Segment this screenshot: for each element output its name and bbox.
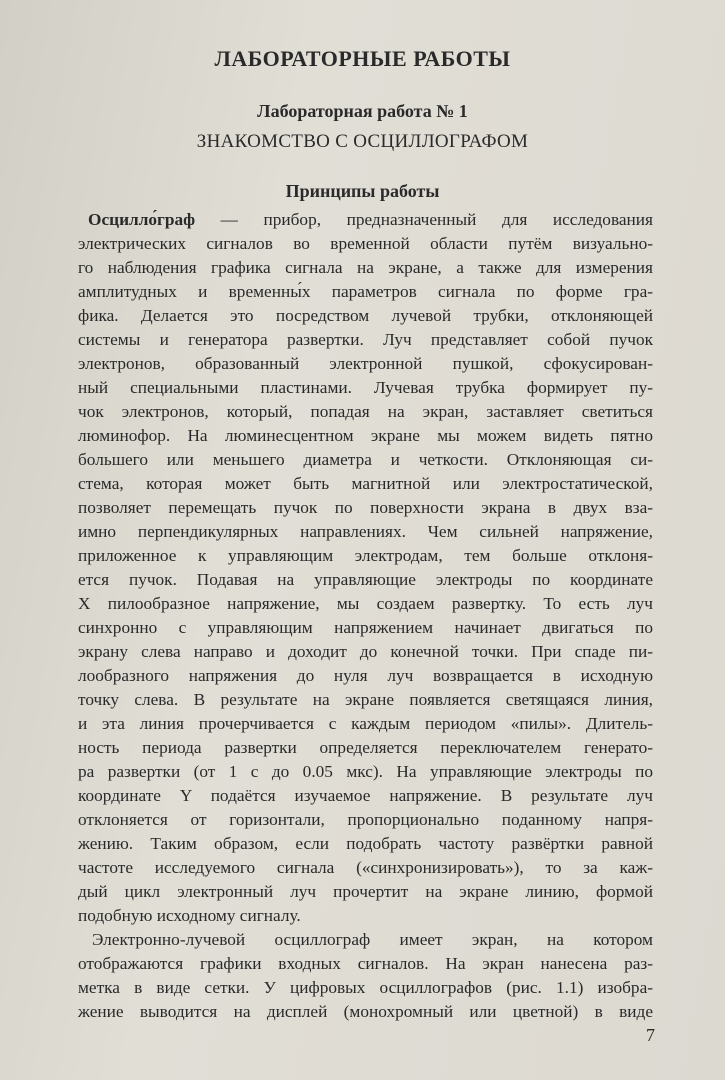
paragraph-line: и эта линия прочерчивается с каждым периодом «пилы». Длитель- — [78, 714, 653, 733]
paragraph-line: лообразного напряжения до нуля луч возвращается в исходную — [78, 666, 653, 685]
paragraph-line: электронов, образованный электронной пушкой, сфокусирован- — [78, 354, 653, 373]
paragraph-line: синхронно с управляющим напряжением начинает двигаться по — [78, 618, 653, 637]
paragraph-line: X пилообразное напряжение, мы создаем развертку. То есть луч — [78, 594, 653, 613]
paragraph-line — [78, 208, 653, 232]
paragraph-line: чок электронов, который, попадая на экран, заставляет светиться — [78, 402, 653, 421]
paragraph-line: экрану слева направо и доходит до конечной точки. При спаде пи- — [78, 642, 653, 661]
paragraph-line: ется пучок. Подавая на управляющие электроды по координате — [78, 570, 653, 589]
paragraph-line: ность периода развертки определяется переключателем генерато- — [78, 738, 653, 757]
paragraph-line: позволяет перемещать пучок по поверхности экрана в двух вза- — [78, 498, 653, 517]
defined-term: Осцилло́граф — [88, 210, 196, 229]
paragraph-line: метка в виде сетки. У цифровых осциллографов (рис. 1.1) изобра- — [78, 978, 653, 997]
paragraph-line: отображаются графики входных сигналов. На экран нанесена раз- — [78, 954, 653, 973]
paragraph-line: координате Y подаётся изучаемое напряжение. В результате луч — [78, 786, 653, 805]
paragraph-line: амплитудных и временны́х параметров сигнала по форме гра- — [78, 282, 653, 301]
paragraph-line: жение выводится на дисплей (монохромный или цветной) в виде — [78, 1002, 653, 1021]
paragraph-line: стема, которая может быть магнитной или электростатической, — [78, 474, 653, 493]
paragraph-line: большего или меньшего диаметра и четкости. Отклоняющая си- — [78, 450, 653, 469]
paragraph-line: ра развертки (от 1 с до 0.05 мкс). На управляющие электроды по — [78, 762, 653, 781]
paragraph-line: фика. Делается это посредством лучевой трубки, отклоняющей — [78, 306, 653, 325]
subsection-title: Принципы работы — [285, 181, 440, 201]
paragraph-line: жению. Таким образом, если подобрать частоту развёртки равной — [78, 834, 653, 853]
section-title: ЛАБОРАТОРНЫЕ РАБОТЫ — [214, 46, 511, 71]
paragraph-line: имно перпендикулярных направлениях. Чем сильней напряжение, — [78, 522, 653, 541]
paragraph-line: Электронно-лучевой осциллограф имеет экран, на котором — [92, 930, 653, 949]
paragraph-line: люминофор. На люминесцентном экране мы можем видеть пятно — [78, 426, 653, 445]
paragraph-line: подобную исходному сигналу. — [78, 906, 301, 925]
paragraph-line: ный специальными пластинами. Лучевая трубка формирует пу- — [78, 378, 653, 397]
paragraph-line: го наблюдения графика сигнала на экране, а также для измерения — [78, 258, 653, 277]
work-topic: ЗНАКОМСТВО С ОСЦИЛЛОГРАФОМ — [196, 131, 529, 152]
paragraph-line: электрических сигналов во временной области путём визуально- — [78, 234, 653, 253]
work-title: Лабораторная работа № 1 — [257, 101, 468, 121]
paragraph-line: отклоняется от горизонтали, пропорционально поданному напря- — [78, 810, 653, 829]
paragraph-line: приложенное к управляющим электродам, тем больше отклоня- — [78, 546, 653, 565]
line-text: — прибор, предназначенный для исследования — [195, 210, 653, 229]
paragraph-line: частоте исследуемого сигнала («синхронизировать»), то за каж- — [78, 858, 653, 877]
paragraph-line: точку слева. В результате на экране появляется светящаяся линия, — [78, 690, 653, 709]
paragraph-line: дый цикл электронный луч прочертит на экране линию, формой — [78, 882, 653, 901]
page-number: 7 — [646, 1025, 655, 1045]
paragraph-line: системы и генератора развертки. Луч представляет собой пучок — [78, 330, 653, 349]
